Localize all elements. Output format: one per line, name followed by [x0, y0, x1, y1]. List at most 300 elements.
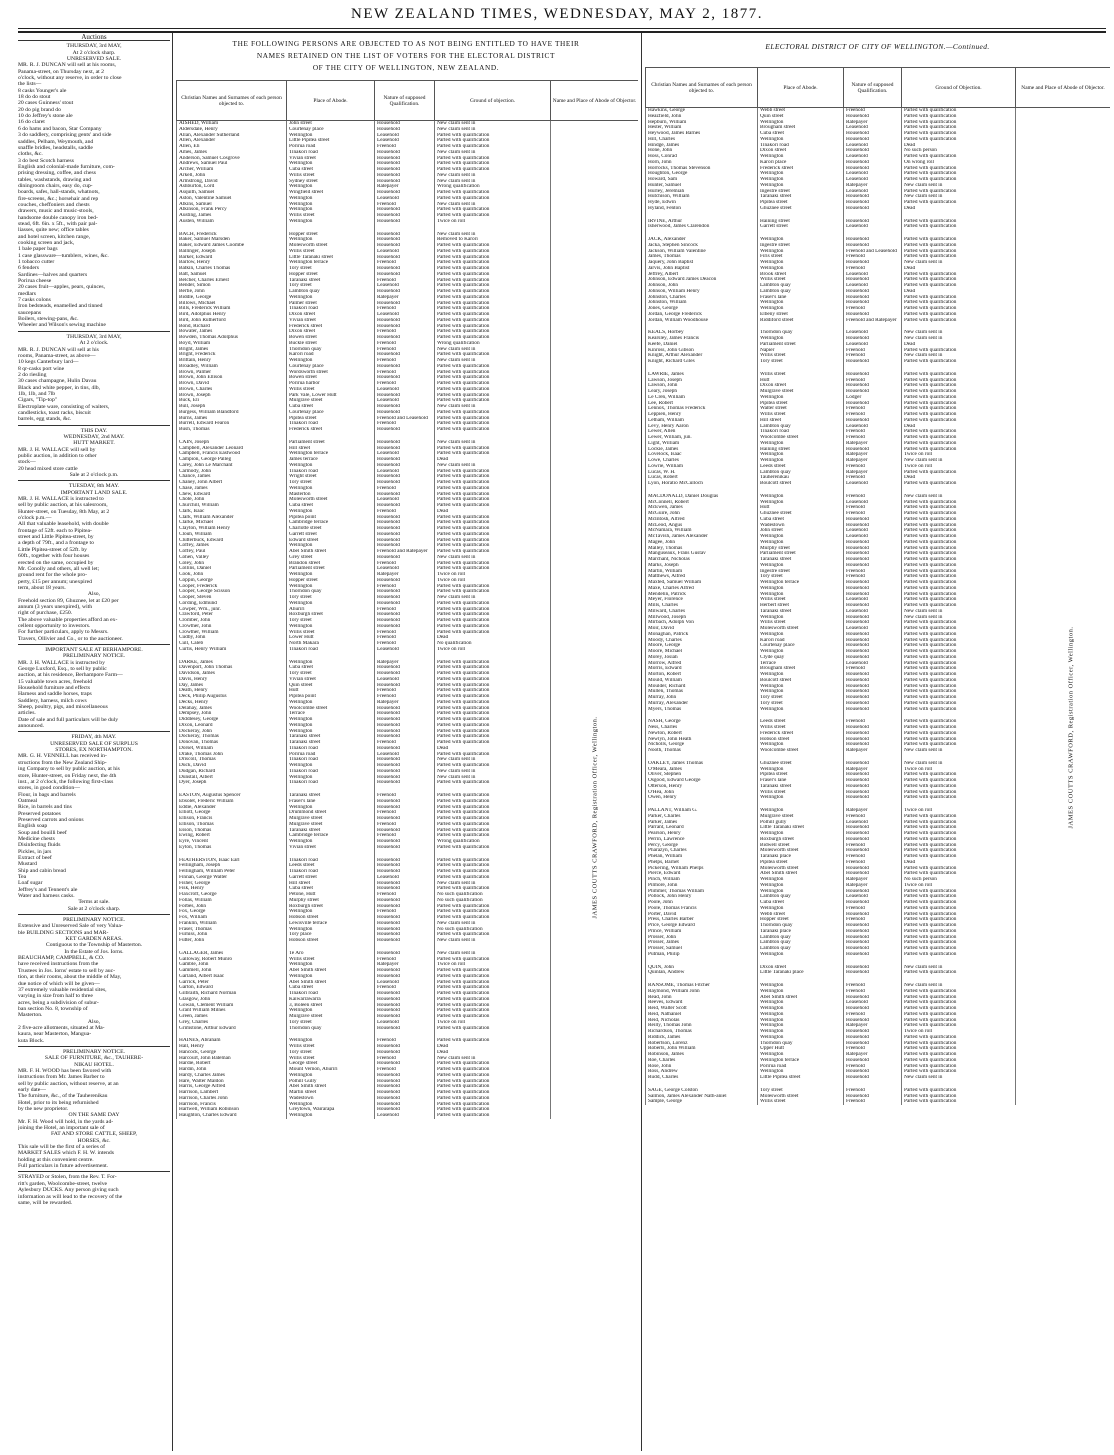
- voter-abode: Molesworth street: [287, 243, 375, 249]
- voter-qualification: Household: [375, 219, 435, 225]
- objection-ground: Parted with qualification: [902, 831, 1016, 837]
- voter-name: Hare, Walter Maldon: [177, 1079, 287, 1085]
- voter-qualification: Household: [375, 555, 435, 561]
- section-gap: [646, 323, 1111, 330]
- objection-ground: Parted with qualification: [435, 318, 551, 324]
- objection-ground: Parted with qualification: [435, 272, 551, 278]
- voter-name: Lucas, W. H.: [646, 470, 758, 476]
- voter-name: Ewing, Robert: [177, 833, 287, 839]
- objection-ground: Parted with qualification: [902, 784, 1016, 790]
- voter-qualification: Household: [844, 137, 902, 143]
- empty-cell: [1016, 212, 1111, 219]
- voter-abode: Roxburgh street: [758, 837, 844, 843]
- voter-abode: Tinakori road: [287, 746, 375, 752]
- auction-line: instructions from Mr. James Barber to: [18, 1074, 105, 1081]
- empty-cell: [435, 653, 551, 660]
- objection-ground: Twice on roll: [902, 452, 1016, 458]
- auction-line: the lists—: [18, 81, 42, 88]
- voter-name: Ballinger, Joseph: [177, 249, 287, 255]
- voter-qualification: Ratepayer: [844, 452, 902, 458]
- voter-qualification: Household: [375, 255, 435, 261]
- voter-qualification: Household: [375, 805, 435, 811]
- objection-ground: Parted with qualification: [435, 601, 551, 607]
- voter-abode: Cuba street: [287, 503, 375, 509]
- objection-ground: Parted with qualification: [902, 632, 1016, 638]
- voter-name: Cook, John: [177, 572, 287, 578]
- objection-ground: Parted with qualification: [435, 723, 551, 729]
- empty-cell: [1016, 323, 1111, 330]
- voter-name: Kearsley, James Francis: [646, 336, 758, 342]
- voter-name: Grey, Charles: [177, 1020, 287, 1026]
- voter-name: Lewer, William, jun.: [646, 435, 758, 441]
- auction-line: SALE OF FURNITURE, &c., TAUHERE-: [44, 1055, 144, 1062]
- voter-name: Pharazyn, Charles: [646, 848, 758, 854]
- voter-abode: Abel Smith street: [287, 549, 375, 555]
- voter-abode: Wellington: [287, 962, 375, 968]
- voter-name: Pearson, Henry: [646, 831, 758, 837]
- empty-cell: [1016, 976, 1111, 983]
- auction-line: Contiguous to the Township of Masterton.: [45, 942, 143, 949]
- voter-abode: Tory street: [758, 574, 844, 580]
- voter-abode: Cuba street: [287, 404, 375, 410]
- auction-line: Sale at 2 o'clock p.m.: [69, 472, 119, 479]
- voter-abode: Tauherenikau: [758, 475, 844, 481]
- voter-qualification: Freehold: [375, 822, 435, 828]
- auction-line: Cigars, "Tip-top": [18, 397, 58, 404]
- voter-abode: Wellington: [287, 202, 375, 208]
- voter-name: Leppien, Henry: [646, 412, 758, 418]
- objection-ground: Parted with qualification: [435, 561, 551, 567]
- auction-line: candlesticks, toast racks, biscuit: [18, 409, 91, 416]
- voter-qualification: Leasehold: [844, 424, 902, 430]
- voter-qualification: Household: [375, 318, 435, 324]
- objection-ground: Parted with qualification: [435, 469, 551, 475]
- voter-qualification: Leasehold: [844, 661, 902, 667]
- objection-ground: Twice on roll: [435, 219, 551, 225]
- voter-abode: Pipitea street: [758, 860, 844, 866]
- voter-abode: Porirua road: [287, 752, 375, 758]
- objection-ground: Twice on roll: [902, 767, 1016, 773]
- voter-qualification: Household: [844, 940, 902, 946]
- voter-abode: Thorndon quay: [287, 589, 375, 595]
- voter-name: Houghton, George: [646, 171, 758, 177]
- voter-qualification: Household: [844, 300, 902, 306]
- voter-name: Coffey, James: [177, 543, 287, 549]
- voter-abode: Lambton quay: [758, 424, 844, 430]
- objection-ground: New claim sent in: [902, 609, 1016, 615]
- voter-qualification: Leasehold: [375, 875, 435, 881]
- voter-name: Morey, Josiah: [646, 655, 758, 661]
- objection-ground: Parted with qualification: [435, 133, 551, 139]
- objection-ground: New claim sent in: [902, 260, 1016, 266]
- voter-name: FEATHERSTON, Isaac Earl: [177, 858, 287, 864]
- auction-line: Porirua cheese: [18, 278, 52, 285]
- objection-ground: Parted with qualification: [902, 695, 1016, 701]
- objection-ground: Parted with qualification: [902, 318, 1016, 324]
- auction-line: 15 valuable town acres, freehold: [18, 678, 93, 685]
- voter-name: Roe, Charles: [646, 1058, 758, 1064]
- auction-line: 20 do pig brand do: [18, 106, 61, 113]
- voter-name: Austing, James: [177, 213, 287, 219]
- objection-ground: Parted with qualification: [902, 661, 1016, 667]
- voter-name: Drake, Thomas John: [177, 752, 287, 758]
- voter-abode: Roxburgh street: [287, 612, 375, 618]
- voter-abode: Ingestre street: [758, 569, 844, 575]
- objection-ground: Twice on roll: [435, 647, 551, 653]
- voter-abode: Greytown, Wairarapa: [287, 1107, 375, 1113]
- voter-name: Coley, John: [177, 561, 287, 567]
- objection-ground: Parted with qualification: [435, 144, 551, 150]
- voter-name: Meyer, Florence: [646, 597, 758, 603]
- auction-line: varying in size from half to three: [18, 993, 93, 1000]
- voter-abode: Courtenay place: [287, 410, 375, 416]
- objector-signature-right: JAMES COUTTS CRAWFORD, Registration Officer, Wellington.: [1067, 626, 1075, 829]
- column-divider: [641, 33, 642, 1451]
- objection-ground: Parted with qualification: [435, 283, 551, 289]
- masthead: NEW ZEALAND TIMES, WEDNESDAY, MAY 2, 1877.: [351, 6, 763, 22]
- voter-name: AISHED, William: [177, 121, 287, 127]
- voter-name: Gilbraith, Richard Norman: [177, 991, 287, 997]
- voter-name: Hone, John: [646, 148, 758, 154]
- objection-ground: Parted with qualification: [902, 1000, 1016, 1006]
- objection-ground: Parted with qualification: [902, 837, 1016, 843]
- voter-abode: Park Vale, Lower Hutt: [287, 393, 375, 399]
- voter-abode: Wellington: [758, 120, 844, 126]
- empty-cell: [551, 653, 639, 660]
- objection-ground: Parted with qualification: [902, 505, 1016, 511]
- voter-name: Grant William Milnes: [177, 1008, 287, 1014]
- voter-abode: Wellington: [758, 306, 844, 312]
- voter-qualification: Freehold: [844, 906, 902, 912]
- objection-ground: No such qualification: [435, 898, 551, 904]
- objection-ground: New claim sent in: [435, 938, 551, 944]
- voter-abode: Terrace: [287, 711, 375, 717]
- auction-line: STRAYED or Stolen, from the Rev. T. For-: [18, 1174, 117, 1181]
- objection-ground: Parted with qualification: [435, 957, 551, 963]
- auction-line: Soup and bouilli beef: [18, 829, 67, 836]
- empty-cell: [758, 976, 844, 983]
- voter-name: Allen, Eli: [177, 144, 287, 150]
- voter-qualification: Freehold: [375, 486, 435, 492]
- voter-abode: Wingfield street: [287, 190, 375, 196]
- objection-ground: Parted with qualification: [435, 589, 551, 595]
- voter-name: Galloway, Robert Munro: [177, 957, 287, 963]
- auction-line: saucepans: [18, 309, 42, 316]
- empty-cell: [758, 1081, 844, 1088]
- voter-name: Barlow, Henry: [177, 260, 287, 266]
- voter-abode: Drummond street: [287, 810, 375, 816]
- voter-qualification: Household: [375, 515, 435, 521]
- voter-abode: Dixon street: [758, 965, 844, 971]
- voter-qualification: Household: [375, 446, 435, 452]
- voter-abode: Lambton quay: [758, 894, 844, 900]
- voter-name: Asquith, Samuel: [177, 190, 287, 196]
- objection-ground: Parted with qualification: [902, 177, 1016, 183]
- voter-qualification: Freehold: [844, 1046, 902, 1052]
- voter-abode: Garrett street: [758, 224, 844, 230]
- voter-abode: Ahuriri: [287, 607, 375, 613]
- voter-name: Eyre, Vincent: [177, 839, 287, 845]
- voter-qualification: Leasehold: [844, 330, 902, 336]
- objection-ground: Parted with qualification: [902, 237, 1016, 243]
- voter-name: Parker, James: [646, 820, 758, 826]
- voter-name: Lockie, James: [646, 447, 758, 453]
- voter-qualification: Freehold: [844, 1088, 902, 1094]
- voter-abode: Charlotte street: [287, 526, 375, 532]
- voter-qualification: Household: [844, 707, 902, 713]
- objection-ground: Parted with qualification: [902, 929, 1016, 935]
- voter-qualification: Household: [375, 618, 435, 624]
- voter-qualification: Household: [375, 1061, 435, 1067]
- objection-ground: New claim sent in: [435, 757, 551, 763]
- voter-abode: Brook street: [758, 272, 844, 278]
- voter-abode: Wellington: [758, 707, 844, 713]
- voter-qualification: Household: [844, 929, 902, 935]
- voter-abode: Masterton: [287, 492, 375, 498]
- voter-abode: Wellington: [758, 989, 844, 995]
- objection-ground: Parted with qualification: [902, 171, 1016, 177]
- empty-cell: [902, 365, 1016, 372]
- objection-ground: Parted with qualification: [902, 672, 1016, 678]
- voter-abode: Wellington: [758, 452, 844, 458]
- objection-ground: Parted with qualification: [435, 324, 551, 330]
- voter-name: Porter, David: [646, 912, 758, 918]
- objection-ground: New claim sent in: [435, 202, 551, 208]
- voter-name: Reid, Nathaniel: [646, 1012, 758, 1018]
- objection-ground: Parted with qualification: [902, 912, 1016, 918]
- auction-line: Household furniture and effects: [18, 685, 91, 692]
- voter-abode: Grey street: [287, 555, 375, 561]
- objection-ground: Parted with qualification: [435, 793, 551, 799]
- voter-abode: Lewisville terrace: [287, 921, 375, 927]
- objection-ground: Dead: [902, 143, 1016, 149]
- voter-name: Newton, Robert: [646, 731, 758, 737]
- objection-ground: Parted with qualification: [435, 1014, 551, 1020]
- objection-ground: Twice on roll: [435, 1020, 551, 1026]
- voter-qualification: Household: [844, 114, 902, 120]
- voter-qualification: Ratepayer: [375, 184, 435, 190]
- voter-name: Reid, Walter Scott: [646, 1006, 758, 1012]
- voter-qualification: Freehold: [844, 917, 902, 923]
- voter-qualification: Freehold: [375, 1056, 435, 1062]
- voter-name: Churchill, William: [177, 503, 287, 509]
- voter-abode: Elbeny street: [758, 312, 844, 318]
- voter-name: Howard, Sam: [646, 177, 758, 183]
- voter-abode: Cambridge terrace: [287, 833, 375, 839]
- voter-abode: Mulgrave street: [758, 389, 844, 395]
- objection-ground: Parted with qualification: [902, 843, 1016, 849]
- objection-ground: New claim sent in: [902, 458, 1016, 464]
- voter-qualification: Freehold: [375, 278, 435, 284]
- objection-ground: Wrong qualification: [435, 839, 551, 845]
- objection-ground: Parted with qualification: [902, 906, 1016, 912]
- objection-ground: Parted with qualification: [435, 909, 551, 915]
- objection-ground: New claim sent in: [902, 330, 1016, 336]
- voter-name: Bowater, James: [177, 329, 287, 335]
- objection-ground: Parted with qualification: [435, 932, 551, 938]
- objection-ground: Parted with qualification: [435, 1084, 551, 1090]
- voter-name: McIntosh, Alfred: [646, 517, 758, 523]
- voter-abode: Willis street: [758, 790, 844, 796]
- section-gap: [177, 1031, 639, 1038]
- objector-cell: [551, 1113, 639, 1119]
- objection-ground: Parted with qualification: [435, 387, 551, 393]
- voter-abode: Tinakori road: [287, 421, 375, 427]
- voter-qualification: Leasehold: [844, 534, 902, 540]
- voter-qualification: Household: [375, 237, 435, 243]
- voter-name: Burgess, William Blandford: [177, 410, 287, 416]
- objection-ground: Parted with qualification: [902, 406, 1016, 412]
- voter-name: Davenport, John Thomas: [177, 665, 287, 671]
- voter-name: Cording, Edmund: [177, 601, 287, 607]
- voter-name: McConnell, Robert: [646, 500, 758, 506]
- voter-name: Ames, James: [177, 150, 287, 156]
- voter-qualification: Household: [844, 731, 902, 737]
- empty-cell: [902, 1081, 1016, 1088]
- voter-name: JACK, Alexander: [646, 237, 758, 243]
- auction-line: erected on the same, occupied by: [18, 559, 94, 566]
- empty-cell: [177, 944, 287, 951]
- objection-ground: Parted with qualification: [435, 410, 551, 416]
- voter-name: Coppin, George: [177, 578, 287, 584]
- auction-line: structions from the New Zealand Ship-: [18, 759, 107, 766]
- objection-ground: Parted with qualification: [902, 707, 1016, 713]
- voter-abode: Wellington: [287, 543, 375, 549]
- voter-name: LAWRIE, James: [646, 372, 758, 378]
- voter-abode: Boulcott street: [758, 481, 844, 487]
- auction-line: English and colonial-made furniture, com-: [18, 163, 115, 170]
- voter-name: Donovan, Thomas: [177, 740, 287, 746]
- objection-ground: Parted with qualification: [902, 1006, 1016, 1012]
- auction-line: George Luxford, Esq., to sell by public: [18, 666, 107, 672]
- objection-ground: Parted with qualification: [902, 719, 1016, 725]
- voter-name: Dudgan, Richard: [177, 769, 287, 775]
- voter-abode: Wellington: [287, 133, 375, 139]
- voter-qualification: Ratepayer: [844, 808, 902, 814]
- objection-ground: Parted with qualification: [902, 678, 1016, 684]
- voter-name: Mirbach, Adolph Von: [646, 620, 758, 626]
- voter-name: Brown, Palmer: [177, 370, 287, 376]
- auction-line: 1 case glassware—tumblers, wines, &c.: [18, 252, 109, 259]
- voter-qualification: Household: [375, 974, 435, 980]
- objection-ground: Parted with qualification: [435, 1113, 551, 1119]
- voter-name: Clouh, William: [177, 532, 287, 538]
- voter-qualification: Household: [375, 671, 435, 677]
- voter-name: Bull, Joseph: [177, 404, 287, 410]
- objection-ground: Parted with qualification: [902, 348, 1016, 354]
- voter-qualification: Household: [844, 655, 902, 661]
- objection-ground: Parted with qualification: [435, 421, 551, 427]
- objection-ground: Parted with qualification: [435, 526, 551, 532]
- voter-name: Crowther, John: [177, 624, 287, 630]
- voter-name: Moore, Michael: [646, 649, 758, 655]
- voter-abode: Tinakori road: [758, 429, 844, 435]
- auction-line: MR. J. H. WALLACE is instructed to: [18, 496, 104, 503]
- voter-abode: Tory street: [287, 266, 375, 272]
- auction-line: Boilers, stewing-pans, &c.: [18, 316, 79, 323]
- voter-abode: Willis street: [758, 412, 844, 418]
- voter-abode: Wellington: [758, 831, 844, 837]
- voter-abode: Willis street: [287, 387, 375, 393]
- voter-name: Manguseaux, Frans Gustav: [646, 551, 758, 557]
- voter-name: Nicholls, George: [646, 742, 758, 748]
- voter-abode: Ingestre street: [758, 189, 844, 195]
- objection-ground: Parted with qualification: [902, 574, 1016, 580]
- voter-name: Haughton, Charles Edward: [177, 1113, 287, 1119]
- voter-abode: Roxburgh street: [287, 904, 375, 910]
- voter-name: Malley, Thomas: [646, 546, 758, 552]
- empty-cell: [551, 944, 639, 951]
- objection-ground: Parted with qualification: [435, 869, 551, 875]
- voter-qualification: Leasehold: [844, 125, 902, 131]
- voter-name: HAINES, Abraham: [177, 1038, 287, 1044]
- voter-abode: Wellington: [758, 672, 844, 678]
- objection-ground: Parted with qualification: [902, 389, 1016, 395]
- voter-name: Batkin, Charles Thomas: [177, 266, 287, 272]
- objection-ground: Parted with qualification: [902, 592, 1016, 598]
- objection-ground: Parted with qualification: [435, 700, 551, 706]
- voter-abode: Wellington: [287, 775, 375, 781]
- voter-name: Maxe, Charles Alfred: [646, 586, 758, 592]
- voter-abode: Karori road: [287, 352, 375, 358]
- voter-abode: Fraser's lane: [287, 799, 375, 805]
- objection-ground: Parted with qualification: [902, 125, 1016, 131]
- voter-qualification: Freehold: [844, 494, 902, 500]
- empty-cell: [844, 958, 902, 965]
- voter-name: Garrick, Peter: [177, 980, 287, 986]
- objection-ground: Parted with qualification: [902, 848, 1016, 854]
- voter-abode: Wellington: [758, 540, 844, 546]
- voter-qualification: Ratepayer: [375, 295, 435, 301]
- voter-qualification: Household: [375, 1008, 435, 1014]
- voter-abode: Mulgrave street: [287, 1014, 375, 1020]
- voter-qualification: Household: [844, 638, 902, 644]
- objection-ground: Parted with qualification: [435, 706, 551, 712]
- section-gap: [177, 851, 639, 858]
- section-gap: [646, 712, 1111, 719]
- objection-ground: Parted with qualification: [435, 515, 551, 521]
- objection-ground: Wrong qualification: [435, 184, 551, 190]
- auction-line: 1 tobacco cutter: [18, 259, 55, 266]
- auction-line: right of purchase, £250.: [18, 610, 73, 617]
- voter-abode: Vivian street: [287, 845, 375, 851]
- voter-abode: Wellington: [287, 295, 375, 301]
- voter-abode: Wellington: [758, 395, 844, 401]
- voter-name: Baker, Samuel Marsden: [177, 237, 287, 243]
- voter-abode: Wellington: [758, 952, 844, 958]
- objection-ground: Parted with qualification: [435, 858, 551, 864]
- voter-qualification: Household: [844, 237, 902, 243]
- voter-qualification: Household: [844, 701, 902, 707]
- voter-qualification: Household: [375, 156, 435, 162]
- voter-qualification: Household: [844, 131, 902, 137]
- objection-ground: Parted with qualification: [435, 161, 551, 167]
- voter-name: Magee, John: [646, 540, 758, 546]
- voter-qualification: Freehold: [844, 574, 902, 580]
- objection-ground: Parted with qualification: [435, 985, 551, 991]
- section-gap: [646, 487, 1111, 494]
- voter-abode: Willis street: [758, 372, 844, 378]
- objection-ground: Parted with qualification: [435, 312, 551, 318]
- voter-abode: Tory street: [758, 701, 844, 707]
- voter-qualification: Household: [375, 457, 435, 463]
- voter-abode: Courtenay place: [287, 127, 375, 133]
- voter-abode: Bowen street: [287, 335, 375, 341]
- voter-abode: Wellington: [758, 534, 844, 540]
- voter-qualification: Household: [375, 775, 435, 781]
- voter-name: Rose, John: [646, 1064, 758, 1070]
- empty-cell: [902, 212, 1016, 219]
